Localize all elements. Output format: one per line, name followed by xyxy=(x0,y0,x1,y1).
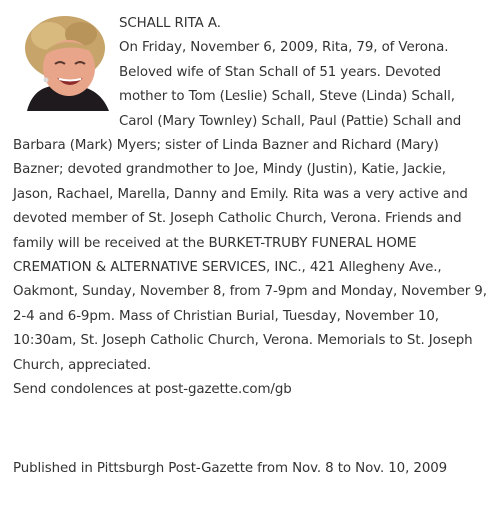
earring xyxy=(44,78,49,83)
published-note: Published in Pittsburgh Post-Gazette from Nov. 8 to Nov. 10, 2009 xyxy=(13,461,448,476)
condolences-link[interactable]: Send condolences at post-gazette.com/gb xyxy=(13,382,292,398)
obituary-name: SCHALL RITA A. xyxy=(119,16,221,31)
portrait-photo xyxy=(19,14,113,111)
obituary-body: On Friday, November 6, 2009, Rita, 79, of Verona. Beloved wife of Stan Schall of 51 years. Devoted mother to Tom (Leslie) Schall, Steve (Linda) Schall, Carol (Mary Townley) Schall, Paul (Pattie) Schall and Barbara (Mark) Myers; sister of Linda Bazner and Richard (Mary) Bazner; devoted grandmother to Joe, Mindy (Justin), Katie, Jackie, Jason, Rachael, Marella, Danny and Emily. Rita was a very active and devoted member of St. Joseph Catholic Church, Verona. Friends and family will be received at the BURKET-TRUBY FUNERAL HOME CREMATION & ALTERNATIVE SERVICES, INC., 421 Allegheny Ave., Oakmont, Sunday, November 8, from 7-9pm and Monday, November 9, 2-4 and 6-9pm. Mass of Christian Burial, Tuesday, November 10, 10:30am, St. Joseph Catholic Church, Verona. Memorials to St. Joseph Church, appreciated. xyxy=(13,40,487,373)
portrait-photo-icon xyxy=(19,14,113,111)
obituary xyxy=(13,12,488,403)
